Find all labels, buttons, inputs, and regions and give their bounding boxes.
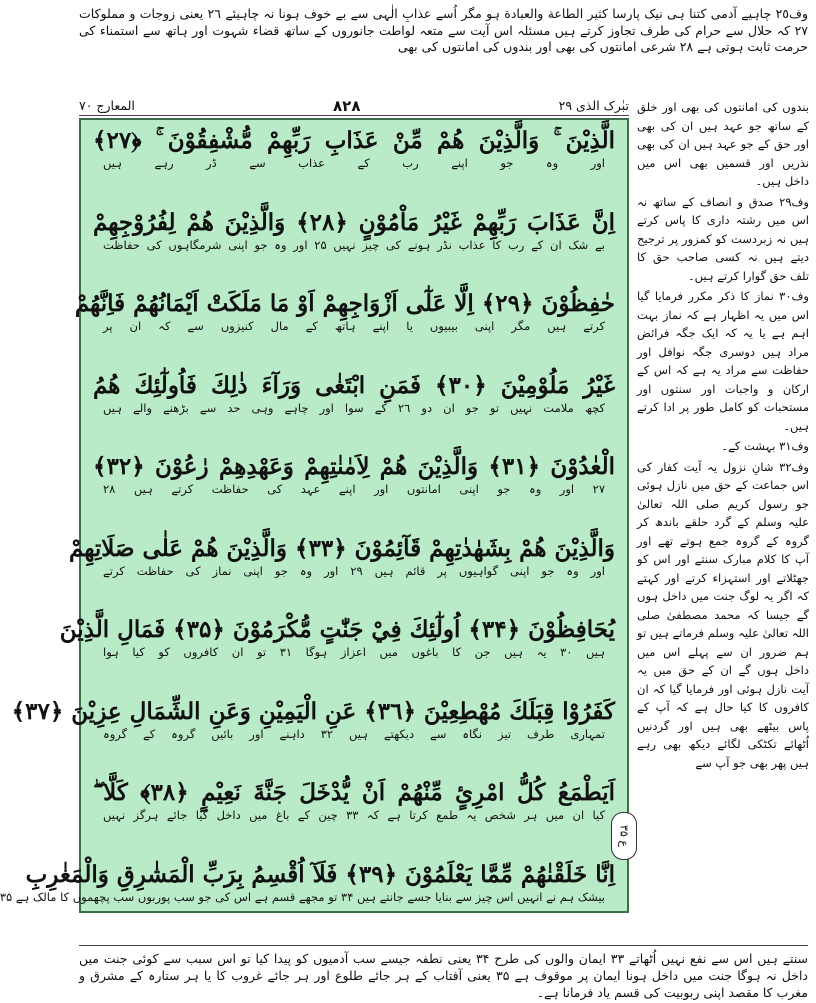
- commentary-note: بندوں کی امانتوں کی بھی اور خلق کے ساتھ جو عہد ہیں ان کی بھی اور حق کے جو عہد ہیں ان کی بھی نذریں اور قسمیں بھی اس میں داخل ہیں۔: [637, 100, 809, 188]
- arabic-text: اَيَطْمَعُ كُلُّ امْرِئٍ مِّنْهُمْ اَنْ يُّدْخَلَ جَنَّةَ نَعِيْمٍ ﴿۳۸﴾ كَلَّا ۖ: [93, 779, 616, 807]
- verse-block: [0, 860, 615, 905]
- verse-block: [93, 371, 615, 416]
- verse-block: [93, 126, 615, 171]
- commentary-note: وف٣٠ نماز کا ذکر مکرر فرمایا گیا اس میں یہ اظہار ہے کہ نماز بہت اہم ہے یا یہ کہ ایک جگہ فرائض مراد ہیں دوسری جگہ نوافل اور حفاظت سے مراد یہ ہے کہ اس کے ارکان و واجبات اور سنتوں اور مستحبات کو کامل طور پر ادا کرتے ہیں۔: [637, 289, 809, 433]
- commentary-note: وف٣١ بہشت کے۔: [721, 439, 809, 453]
- side-commentary: [637, 98, 809, 940]
- verse-block: [11, 697, 615, 742]
- urdu-translation: کرتے ہیں مگر اپنی بیبیوں یا اپنے ہاتھ کے مال کنیزوں سے کہ ان پر: [103, 319, 605, 334]
- page-number: ۸۲۸: [333, 96, 361, 115]
- arabic-text: اِنَّ عَذَابَ رَبِّهِمْ غَيْرُ مَاْمُوْنٍ ﴿۲۸﴾ وَالَّذِيْنَ هُمْ لِفُرُوْجِهِمْ: [93, 208, 615, 236]
- arabic-text: الَّذِيْنَ ۚ وَالَّذِيْنَ هُمْ مِّنْ عَذَابِ رَبِّهِمْ مُّشْفِقُوْنَ ۚ ﴿۲۷﴾: [93, 127, 615, 154]
- verse-panel: [0, 118, 629, 913]
- urdu-translation: بیشک ہم نے انہیں اس چیز سے بنایا جسے جانتے ہیں ۳۴ تو مجھے قسم ہے اس کی جو سب پوربوں سب پچھموں کا مالک ہے ۳۵: [0, 889, 605, 904]
- para-name: تبٰرک الذی ۲۹: [558, 98, 629, 113]
- commentary-note: وف٣٢ شانِ نزول یہ آیت کفار کی اس جماعت کے حق میں نازل ہوئی جو رسول کریم صلی اللہ تعالیٰ علیہ وسلم کے گرد حلقے باندھ کر گروہ کے گروہ جمع ہوتے تھے اور آپ کا کلام مبارک سنتے اور اس کو جھٹلاتے اور استہزاء کرتے اور کہتے کہ اگر یہ لوگ جنت میں داخل ہوں گے جیسا کہ محمد مصطفیٰ صلی اللہ تعالیٰ علیہ وسلم فرماتے ہیں تو ہم ضرور ان سے پہلے اس میں داخل ہوں گے ان کے حق میں یہ آیت نازل ہوئی اور فرمایا گیا کہ ان کافروں کا کیا حال ہے کہ آپ کے پاس بیٹھے بھی ہیں اور گردنیں اُٹھائے تکٹکی لگائے دیکھ بھی رہے ہیں پھر بھی جو آپ سے: [637, 459, 809, 770]
- urdu-translation: تمہاری طرف تیز نگاہ سے دیکھتے ہیں ۳۲ داہنے اور بائیں گروہ کے گروہ: [103, 726, 605, 741]
- verse-block: [93, 452, 615, 497]
- urdu-translation: کیا ان میں ہر شخص یہ طمع کرتا ہے کہ ۳۳ چین کے باغ میں داخل کیا جائے ہرگز نہیں: [103, 808, 605, 823]
- top-footnote: وف٢٥ چاہیے آدمی کتنا ہی نیک پارسا کثیر الطاعة والعبادة ہو مگر اُسے عذابِ الٰہی سے بے خوف ہونا نہ چاہیئے ۲٦ یعنی زوجات و مملوکات ۲۷ کہ حلال سے حرام کی طرف تجاوز کرتے ہیں مسئلہ اس آیت سے متعہ لواطت جانوروں کے ساتھ قضاء شہوت اور ہاتھ سے استمناء کی حرمت ثابت ہوتی ہے ۲۸ شرعی امانتوں کی بھی اور بندوں کی امانتوں کی بھی: [79, 6, 808, 54]
- urdu-translation: اور وہ جو اپنے رب کے عذاب سے ڈر رہے ہیں: [103, 156, 605, 170]
- page-header: [79, 96, 629, 116]
- bottom-footnote: سنتے ہیں اس سے نفع نہیں اُٹھاتے ۳۳ ایمان والوں کی طرح ۳۴ یعنی نطفہ جیسے سب آدمیوں کو پیدا کیا تو اس سبب سے کوئی جنت میں داخل نہ ہوگا جنت میں داخل ہونا ایمان پر موقوف ہے ۳۵ یعنی آفتاب کے ہر جائے طلوع اور ہر جائے غروب کا یا ہر ستارہ کے مشرق و مغرب کا مقصد اپنی ربوبیت کی قسم یاد فرمانا ہے۔: [79, 945, 808, 997]
- arabic-text: اِنَّا خَلَقْنٰهُمْ مِّمَّا يَعْلَمُوْنَ ﴿۳۹﴾ فَلَآ اُقْسِمُ بِرَبِّ الْمَشٰرِقِ وَالْمَغٰرِبِ: [25, 860, 615, 888]
- surah-name: المعارج ۷۰: [79, 98, 135, 113]
- verse-block: [93, 208, 615, 253]
- arabic-text: حٰفِظُوْنَ ﴿۲۹﴾ اِلَّا عَلٰٓى اَزْوَاجِهِمْ اَوْ مَا مَلَكَتْ اَيْمَانُهُمْ فَاِنَّهُمْ: [74, 290, 615, 318]
- verse-block: [59, 615, 615, 660]
- arabic-text: الْعٰدُوْنَ ﴿۳۱﴾ وَالَّذِيْنَ هُمْ لِاَمٰنٰتِهِمْ وَعَهْدِهِمْ رٰعُوْنَ ﴿۳۲﴾: [93, 453, 615, 481]
- urdu-translation: ہیں ۳۰ یہ ہیں جن کا باغوں میں اعزاز ہوگا ۳۱ تو ان کافروں کو کیا ہوا: [103, 645, 605, 660]
- urdu-translation: بے شک ان کے رب کا عذاب نڈر ہونے کی چیز نہیں ۲۵ اور وہ جو اپنی شرمگاہوں کی حفاظت: [103, 237, 605, 252]
- ruku-mark: ع ۳۵: [611, 812, 637, 860]
- arabic-text: غَيْرُ مَلُوْمِيْنَ ﴿۳۰﴾ فَمَنِ ابْتَغٰى وَرَآءَ ذٰلِكَ فَاُولٰٓئِكَ هُمُ: [93, 371, 616, 399]
- arabic-text: كَفَرُوْا قِبَلَكَ مُهْطِعِيْنَ ﴿۳٦﴾ عَنِ الْيَمِيْنِ وَعَنِ الشِّمَالِ عِزِيْنَ ﴿۳۷﴾: [11, 697, 615, 725]
- verse-block: [74, 289, 615, 334]
- urdu-translation: ۲۷ اور وہ جو اپنی امانتوں اور اپنے عہد کی حفاظت کرتے ہیں ۲۸: [103, 482, 605, 497]
- urdu-translation: اور وہ جو اپنی گواہیوں پر قائم ہیں ۲۹ اور وہ جو اپنی نماز کی حفاظت کرتے: [103, 563, 605, 578]
- verse-block: [93, 778, 615, 823]
- verse-block: [68, 534, 615, 579]
- commentary-note: وف٢٩ صدق و انصاف کے ساتھ نہ اس میں رشتہ داری کا پاس کرتے ہیں نہ زبردست کو کمزور پر ترجیح دیتے ہیں نہ کسی صاحب حق کا تلف حق گوارا کرتے ہیں۔: [637, 194, 809, 283]
- arabic-text: يُحَافِظُوْنَ ﴿۳۴﴾ اُولٰٓئِكَ فِيْ جَنّٰتٍ مُّكْرَمُوْنَ ﴿۳۵﴾ فَمَالِ الَّذِيْنَ: [59, 616, 615, 644]
- urdu-translation: کچھ ملامت نہیں تو جو ان دو ۲٦ کے سوا اور چاہے وہی حد سے بڑھنے والے ہیں: [103, 400, 605, 415]
- arabic-text: وَالَّذِيْنَ هُمْ بِشَهٰدٰتِهِمْ قَآئِمُوْنَ ﴿۳۳﴾ وَالَّذِيْنَ هُمْ عَلٰى صَلَاتِهِمْ: [68, 534, 615, 562]
